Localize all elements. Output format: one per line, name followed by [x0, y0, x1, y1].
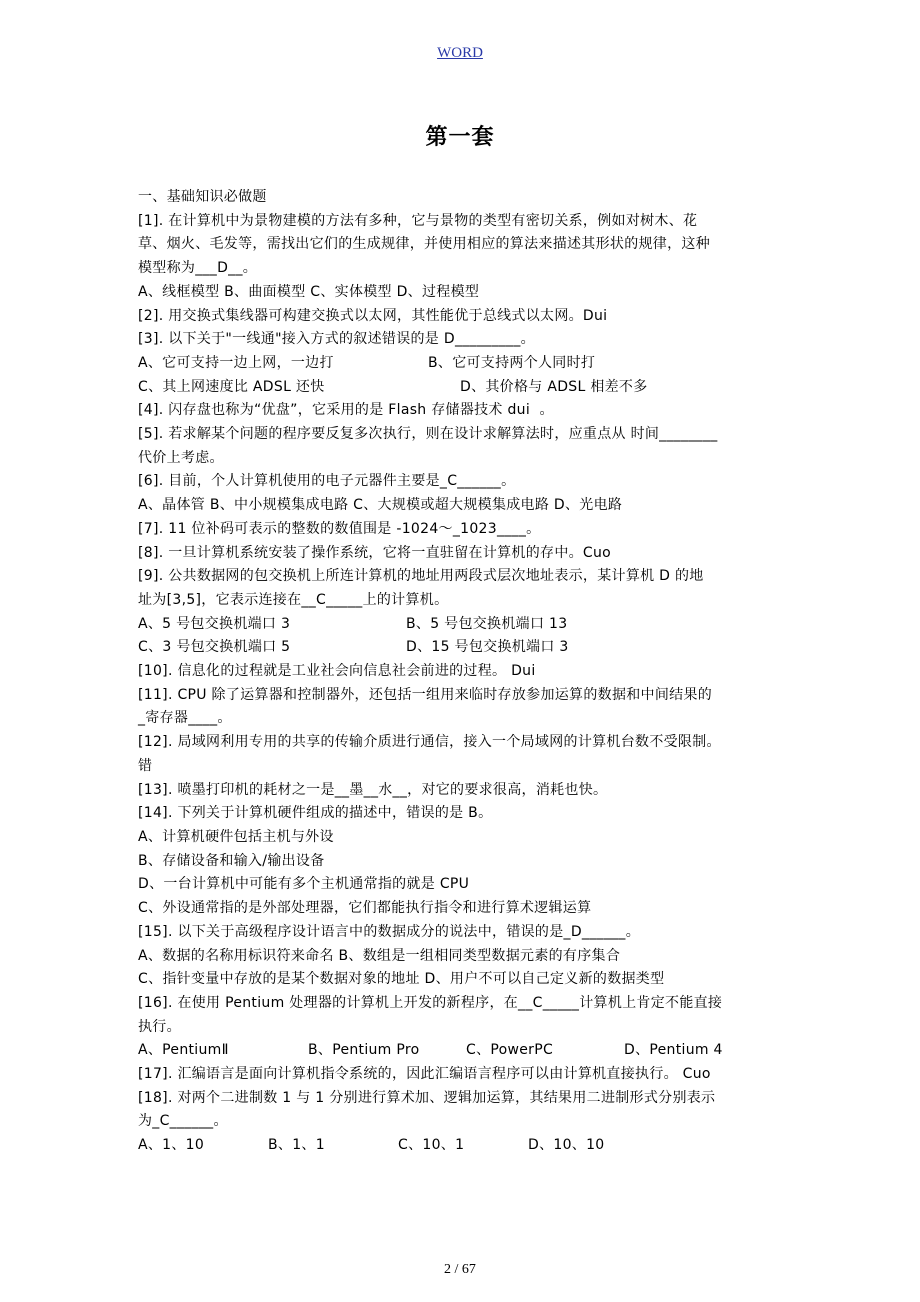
question-18-options — [138, 1134, 798, 1158]
option-b: B、Pentium Pro — [308, 1042, 420, 1059]
question-7: [7]. 11 位补码可表示的整数的数值围是 -1024～_1023____。 — [138, 520, 541, 537]
option-c: C、其上网速度比 ADSL 还快 — [138, 378, 325, 395]
section-heading: 一、基础知识必做题 — [138, 189, 267, 205]
question-8: [8]. 一旦计算机系统安装了操作系统，它将一直驻留在计算机的存中。Cuo — [138, 544, 612, 561]
question-15-options-ab: A、数据的名称用标识符来命名 B、数组是一组相同类型数据元素的有序集合 — [138, 947, 621, 964]
question-4: [4]. 闪存盘也称为“优盘”，它采用的是 Flash 存储器技术 dui 。 — [138, 402, 554, 419]
question-9-options-ab — [138, 613, 798, 637]
option-a: A、PentiumⅡ — [138, 1042, 229, 1059]
question-17: [17]. 汇编语言是面向计算机指令系统的，因此汇编语言程序可以由计算机直接执行。 Cuo — [138, 1066, 711, 1083]
option-c: C、10、1 — [398, 1137, 465, 1154]
question-15: [15]. 以下关于高级程序设计语言中的数据成分的说法中，错误的是_D______。 — [138, 923, 641, 940]
option-b: B、它可支持两个人同时打 — [428, 354, 596, 371]
question-5-line-2: 代价上考虑。 — [138, 449, 224, 466]
header-word-link[interactable]: WORD — [437, 45, 483, 61]
question-3: [3]. 以下关于"一线通"接入方式的叙述错误的是 D_________。 — [138, 331, 535, 348]
question-14-option-b: B、存储设备和输入/输出设备 — [138, 852, 325, 869]
option-a: A、它可支持一边上网，一边打 — [138, 354, 334, 371]
question-9-line-2: 址为[3,5]，它表示连接在__C_____上的计算机。 — [138, 591, 449, 608]
question-18-line-1: [18]. 对两个二进制数 1 与 1 分别进行算术加、逻辑加运算，其结果用二进制形式分别表示 — [138, 1089, 716, 1106]
question-15-options-cd: C、指针变量中存放的是某个数据对象的地址 D、用户不可以自己定义新的数据类型 — [138, 971, 665, 988]
question-14-option-d: D、一台计算机中可能有多个主机通常指的就是 CPU — [138, 876, 470, 893]
page-number: 2 / 67 — [444, 1262, 476, 1277]
question-16-line-2: 执行。 — [138, 1018, 181, 1035]
question-3-options-cd — [138, 376, 798, 400]
option-b: B、5 号包交换机端口 13 — [406, 615, 568, 632]
option-a: A、1、10 — [138, 1137, 205, 1154]
document-body — [138, 186, 798, 1158]
question-1-line-2: 草、烟火、毛发等，需找出它们的生成规律，并使用相应的算法来描述其形状的规律，这种 — [138, 236, 710, 253]
page-header — [0, 42, 920, 62]
question-2: [2]. 用交换式集线器可构建交换式以太网，其性能优于总线式以太网。Dui — [138, 307, 608, 324]
option-a: A、5 号包交换机端口 3 — [138, 615, 291, 632]
question-1-options: A、线框模型 B、曲面模型 C、实体模型 D、过程模型 — [138, 283, 480, 300]
question-11-line-1: [11]. CPU 除了运算器和控制器外，还包括一组用来临时存放参加运算的数据和中间结果的 — [138, 686, 713, 703]
option-d: D、10、10 — [528, 1137, 605, 1154]
option-d: D、其价格与 ADSL 相差不多 — [460, 378, 648, 395]
question-11-line-2: _寄存器____。 — [138, 710, 232, 727]
option-c: C、PowerPC — [466, 1042, 554, 1059]
question-1-line-1: [1]. 在计算机中为景物建模的方法有多种，它与景物的类型有密切关系，例如对树木、花 — [138, 212, 698, 229]
page-title: 第一套 — [425, 124, 495, 150]
question-3-options-ab — [138, 352, 798, 376]
question-10: [10]. 信息化的过程就是工业社会向信息社会前进的过程。 Dui — [138, 663, 536, 680]
option-c: C、3 号包交换机端口 5 — [138, 639, 291, 656]
question-6: [6]. 目前，个人计算机使用的电子元器件主要是_C______。 — [138, 473, 516, 490]
question-16-line-1: [16]. 在使用 Pentium 处理器的计算机上开发的新程序，在__C_____计算机上肯定不能直接 — [138, 994, 723, 1011]
question-14-option-a: A、计算机硬件包括主机与外设 — [138, 828, 334, 845]
question-12-line-1: [12]. 局域网利用专用的共享的传输介质进行通信，接入一个局域网的计算机台数不受限制。 — [138, 734, 721, 751]
option-b: B、1、1 — [268, 1137, 325, 1154]
question-14: [14]. 下列关于计算机硬件组成的描述中，错误的是 B。 — [138, 805, 493, 822]
question-14-option-c: C、外设通常指的是外部处理器，它们都能执行指令和进行算术逻辑运算 — [138, 900, 592, 917]
question-9-options-cd — [138, 636, 798, 660]
option-d: D、Pentium 4 — [624, 1042, 723, 1059]
question-16-options — [138, 1039, 798, 1063]
question-18-line-2: 为_C______。 — [138, 1113, 228, 1130]
option-d: D、15 号包交换机端口 3 — [406, 639, 569, 656]
question-12-line-2: 错 — [138, 757, 153, 774]
question-9-line-1: [9]. 公共数据网的包交换机上所连计算机的地址用两段式层次地址表示，某计算机 D 的地 — [138, 568, 704, 585]
question-5-line-1: [5]. 若求解某个问题的程序要反复多次执行，则在设计求解算法时，应重点从 时间________ — [138, 426, 718, 443]
question-6-options: A、晶体管 B、中小规模集成电路 C、大规模或超大规模集成电路 D、光电路 — [138, 497, 623, 514]
question-1-line-3: 模型称为___D__。 — [138, 260, 258, 277]
question-13: [13]. 喷墨打印机的耗材之一是__墨__水__，对它的要求很高，消耗也快。 — [138, 781, 608, 798]
